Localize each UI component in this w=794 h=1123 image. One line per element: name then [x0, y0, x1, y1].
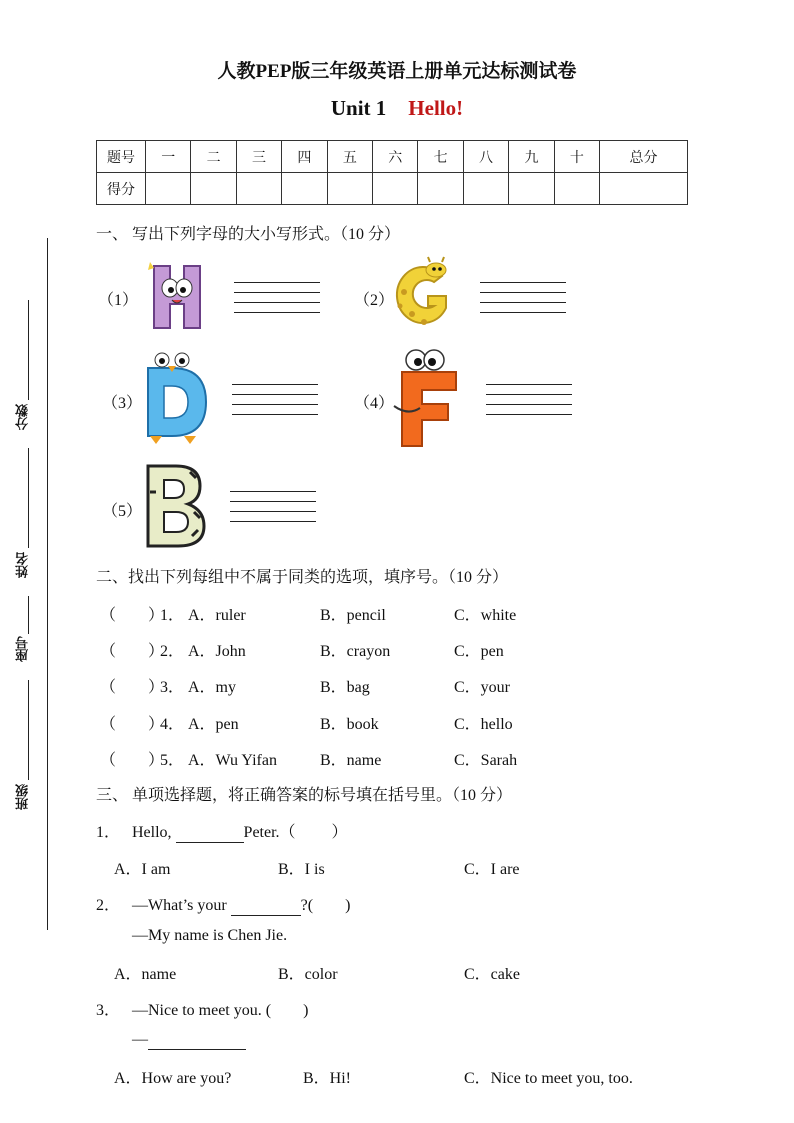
side-rule: [28, 680, 29, 780]
question-stem: —Nice to meet you. ( ): [132, 1002, 309, 1019]
score-blank[interactable]: [509, 173, 554, 205]
question-number: 2．: [96, 897, 121, 914]
dash: —: [132, 1031, 148, 1048]
option-a: A．name: [114, 966, 177, 983]
option-a: A．my: [188, 679, 237, 696]
score-cell: 九: [509, 141, 554, 173]
question-number: 3．: [160, 679, 185, 696]
score-table-header-row: [97, 141, 688, 173]
unit-title: Hello!: [408, 96, 464, 120]
score-blank[interactable]: [236, 173, 281, 205]
score-cell: 题号: [97, 141, 146, 173]
answer-paren[interactable]: （ ）: [100, 643, 165, 660]
score-cell: 七: [418, 141, 463, 173]
score-cell: 十: [554, 141, 599, 173]
option-c: C．Sarah: [454, 752, 518, 769]
side-rule: [28, 596, 29, 634]
item-number: （1）: [98, 292, 139, 309]
score-cell: 总分: [600, 141, 688, 173]
score-table: [96, 140, 688, 205]
side-rule: [28, 300, 29, 400]
side-label-class: 班级: [16, 784, 31, 810]
score-blank[interactable]: [282, 173, 327, 205]
score-blank[interactable]: [600, 173, 688, 205]
letter-d-penguin-icon: [142, 350, 212, 446]
option-a: A．I am: [114, 861, 171, 878]
unit-number: Unit 1: [330, 96, 387, 120]
stem-text: —What’s your: [132, 897, 231, 914]
binding-line: [47, 238, 48, 930]
writing-lines[interactable]: [232, 384, 318, 416]
question-number: 1．: [96, 824, 121, 841]
answer-paren[interactable]: （ ）: [100, 716, 165, 733]
option-a: A．How are you?: [114, 1070, 232, 1087]
score-blank[interactable]: [191, 173, 236, 205]
letter-h-cartoon-icon: [140, 258, 210, 332]
writing-lines[interactable]: [480, 282, 566, 314]
writing-lines[interactable]: [486, 384, 572, 416]
section2-heading: 二、找出下列每组中不属于同类的选项，填序号。（10 分）: [96, 569, 509, 586]
option-c: C．your: [454, 679, 511, 696]
question-number: 3．: [96, 1002, 121, 1019]
option-c: C．Nice to meet you, too.: [464, 1070, 633, 1087]
item-number: （3）: [102, 395, 143, 412]
fill-blank[interactable]: [231, 897, 301, 916]
score-cell: 一: [146, 141, 191, 173]
fill-blank[interactable]: [176, 824, 244, 843]
score-row-label: 得分: [97, 173, 146, 205]
question-stem: [132, 892, 350, 916]
score-blank[interactable]: [146, 173, 191, 205]
option-b: B．bag: [320, 679, 370, 696]
answer-paren[interactable]: （ ）: [100, 752, 165, 769]
option-b: B．pencil: [320, 607, 386, 624]
score-cell: 二: [191, 141, 236, 173]
letter-b-striped-icon: [142, 462, 206, 550]
score-cell: 四: [282, 141, 327, 173]
option-b: B．name: [320, 752, 382, 769]
unit-heading: [0, 96, 794, 121]
question-number: 5．: [160, 752, 185, 769]
page-title: 人教PEP版三年级英语上册单元达标测试卷: [217, 61, 577, 82]
section3-heading: 三、 单项选择题，将正确答案的标号填在括号里。（10 分）: [96, 787, 513, 804]
question-number: 4．: [160, 716, 185, 733]
writing-lines[interactable]: [234, 282, 320, 314]
fill-blank[interactable]: [148, 1031, 246, 1050]
option-a: A．John: [188, 643, 246, 660]
score-cell: 六: [373, 141, 418, 173]
score-blank[interactable]: [418, 173, 463, 205]
letter-g-giraffe-icon: [388, 256, 456, 334]
score-blank[interactable]: [373, 173, 418, 205]
score-cell: 八: [463, 141, 508, 173]
answer-paren[interactable]: （ ）: [100, 679, 165, 696]
option-a: A．ruler: [188, 607, 246, 624]
option-a: A．pen: [188, 716, 239, 733]
score-blank[interactable]: [554, 173, 599, 205]
question-stem: [132, 819, 348, 843]
option-b: B．I is: [278, 861, 325, 878]
score-blank[interactable]: [327, 173, 372, 205]
option-b: B．color: [278, 966, 338, 983]
item-number: （5）: [102, 503, 143, 520]
side-rule: [28, 448, 29, 548]
answer-line: [132, 1031, 246, 1050]
side-label-name: 姓名: [16, 552, 31, 578]
letter-f-cartoon-icon: [390, 346, 464, 450]
option-b: B．book: [320, 716, 379, 733]
score-cell: 三: [236, 141, 281, 173]
score-blank[interactable]: [463, 173, 508, 205]
stem-text: Hello,: [132, 824, 176, 841]
option-c: C．hello: [454, 716, 513, 733]
score-table-score-row: [97, 173, 688, 205]
option-b: B．crayon: [320, 643, 391, 660]
item-number: （2）: [354, 292, 395, 309]
question-number: 2．: [160, 643, 185, 660]
answer-paren[interactable]: （ ）: [100, 607, 165, 624]
score-cell: 五: [327, 141, 372, 173]
item-number: （4）: [354, 395, 395, 412]
question-number: 1．: [160, 607, 185, 624]
writing-lines[interactable]: [230, 491, 316, 523]
dialog-line: —My name is Chen Jie.: [132, 927, 288, 944]
section1-heading: 一、 写出下列字母的大小写形式。（10 分）: [96, 226, 401, 243]
option-c: C．I are: [464, 861, 520, 878]
stem-text: ?( ): [300, 897, 351, 914]
stem-text: Peter.（ ）: [243, 824, 348, 841]
option-b: B．Hi!: [303, 1070, 352, 1087]
option-c: C．cake: [464, 966, 520, 983]
side-label-seat: 座号: [16, 636, 31, 662]
option-c: C．pen: [454, 643, 504, 660]
side-label-score: 分数: [16, 404, 31, 430]
option-a: A．Wu Yifan: [188, 752, 277, 769]
option-c: C．white: [454, 607, 517, 624]
